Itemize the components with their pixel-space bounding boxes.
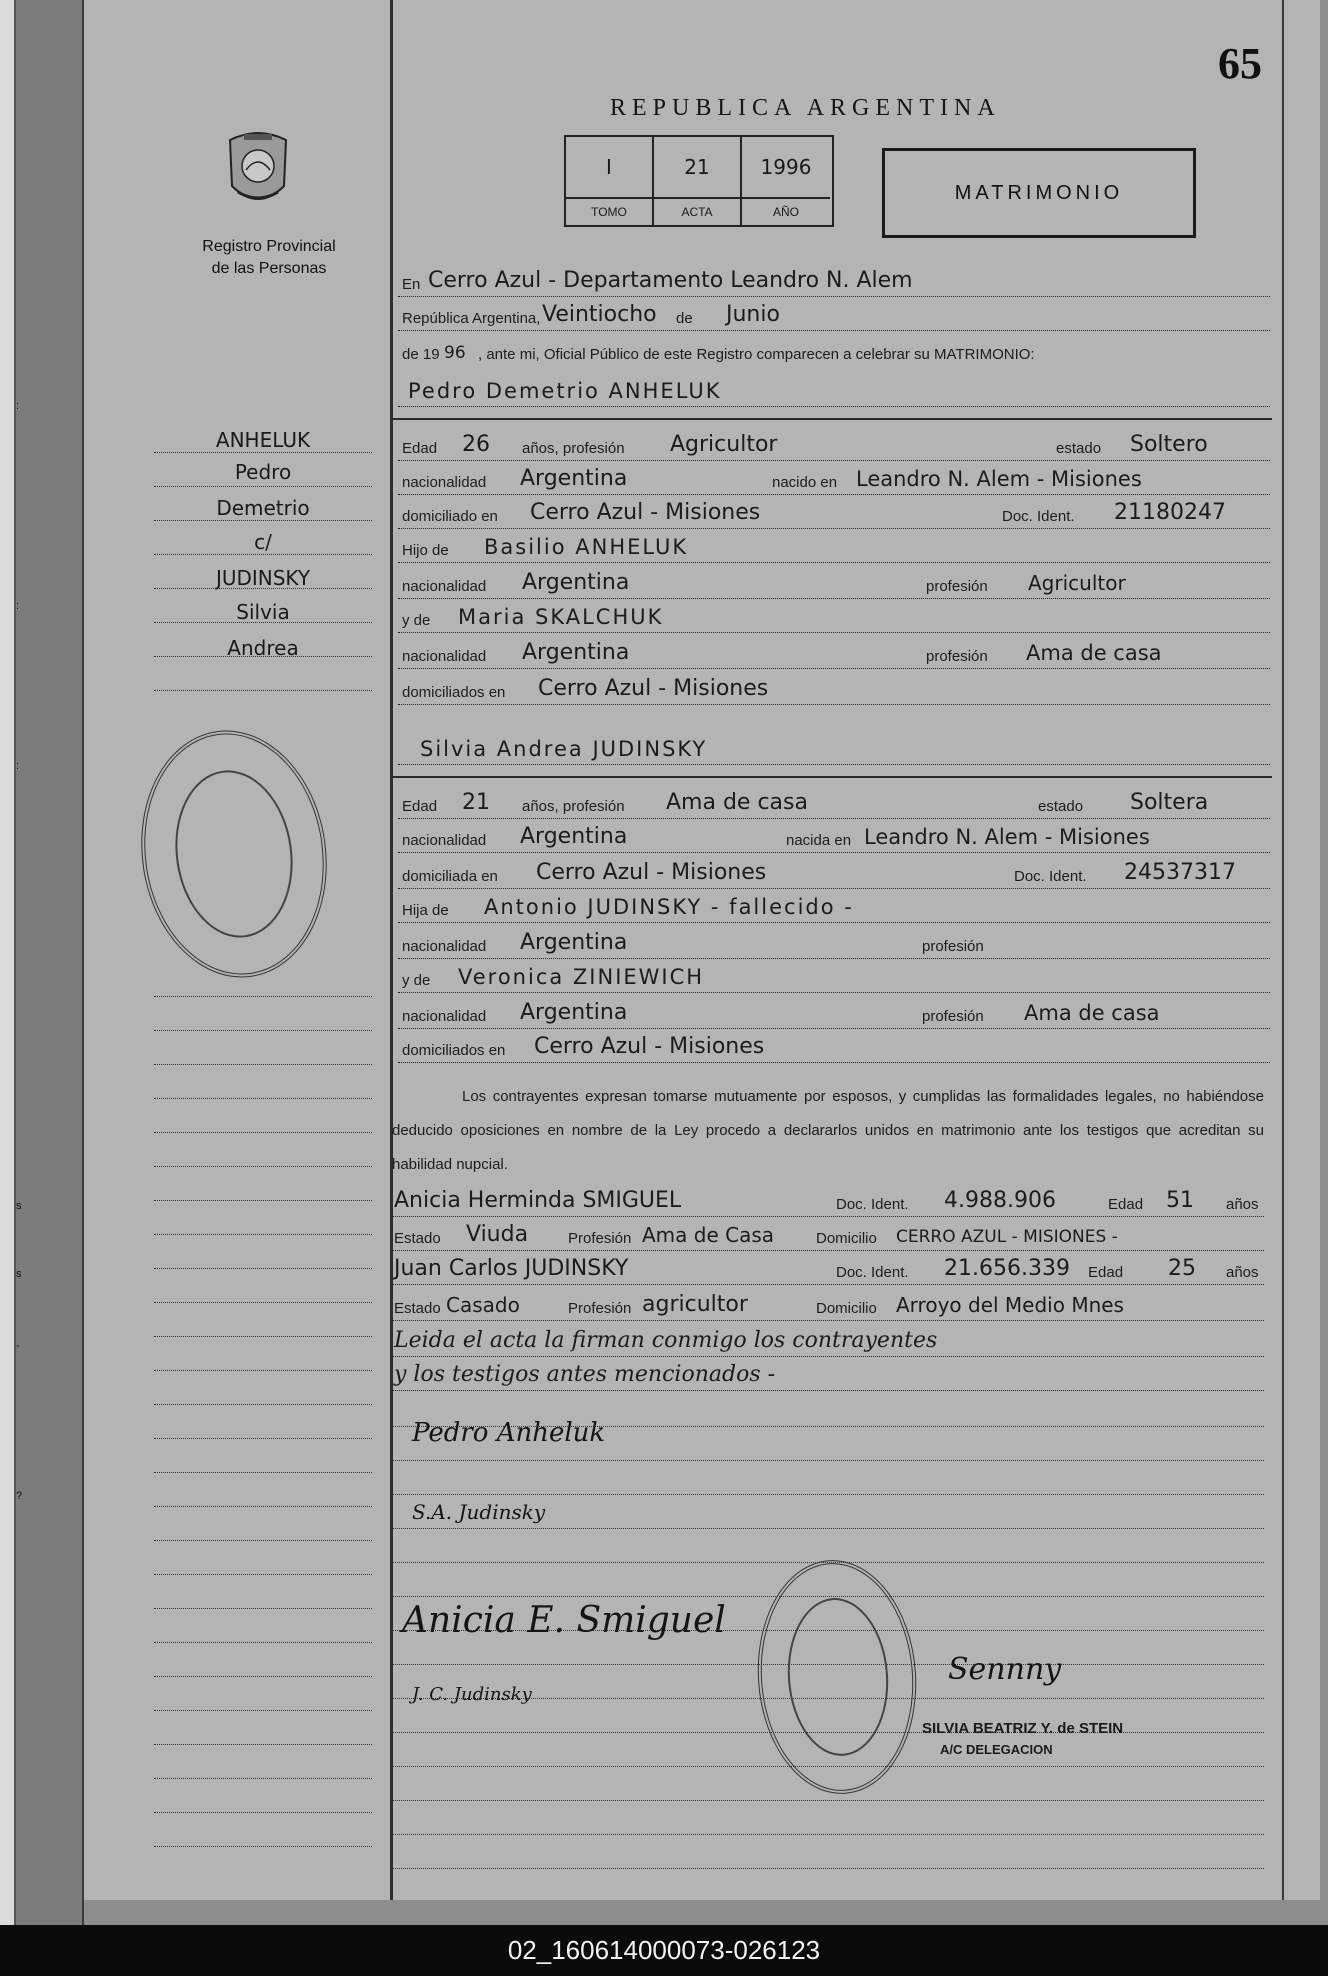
witness-2-age: 25: [1168, 1256, 1196, 1281]
margin-rule: [154, 1778, 372, 1779]
bride-doc: 24537317: [1124, 860, 1236, 885]
body-rule: [392, 1800, 1264, 1801]
groom-nationality-row: nacionalidad Argentina nacido en Leandro N. Alem - Misiones: [398, 464, 1270, 495]
groom-father-nationality-row: nacionalidad Argentina profesión Agricultor: [398, 568, 1270, 599]
margin-rule: [154, 1676, 372, 1677]
witness-2-status: Casado: [446, 1293, 520, 1317]
margin-rule: [154, 1846, 372, 1847]
body-rule: [392, 1460, 1264, 1461]
country-heading: REPUBLICA ARGENTINA: [610, 95, 1001, 121]
province-emblem-icon: [224, 130, 292, 210]
margin-rule: [154, 486, 372, 487]
margin-name: Demetrio: [216, 496, 310, 520]
witness-1-age: 51: [1166, 1188, 1194, 1213]
groom-name-row: [398, 376, 1270, 407]
margin-rule: [154, 1132, 372, 1133]
tomo-value: I: [566, 137, 654, 197]
margin-rule: [154, 1438, 372, 1439]
witness-1-doc: 4.988.906: [944, 1188, 1056, 1213]
groom-mother-nationality-row: nacionalidad Argentina profesión Ama de casa: [398, 638, 1270, 669]
bride-signature: S.A. Judinsky: [412, 1500, 546, 1524]
acta-label: ACTA: [654, 197, 742, 225]
bride-father-row: Hija de Antonio JUDINSKY - fallecido -: [398, 892, 1270, 923]
margin-name: c/: [254, 530, 272, 554]
bride-parents-address: Cerro Azul - Misiones: [534, 1034, 765, 1059]
marriage-place: Cerro Azul - Departamento Leandro N. Alem: [428, 268, 913, 293]
groom-age-row: Edad 26 años, profesión Agricultor estado Soltero: [398, 430, 1270, 461]
margin-rule: [154, 656, 372, 657]
declaration-text: Los contrayentes expresan tomarse mutuamente por esposos, y cumplidas las formalidades legales, no habiéndose deducido oposiciones en nombre de la Ley procedo a declararlos unidos en matrimonio ante los testigos que acreditan su habilidad nupcial.: [392, 1088, 1264, 1173]
margin-rule: [154, 1234, 372, 1235]
groom-father: Basilio ANHELUK: [484, 535, 689, 559]
groom-status: Soltero: [1130, 432, 1208, 457]
register-leaf: [84, 0, 1320, 1900]
document-type-box: MATRIMONIO: [882, 148, 1196, 238]
separator-line: [392, 418, 1272, 420]
margin-rule: [154, 1710, 372, 1711]
marriage-year: 96: [444, 343, 466, 363]
groom-birthplace: Leandro N. Alem - Misiones: [856, 467, 1142, 491]
margin-rule: [154, 1608, 372, 1609]
margin-name: Andrea: [227, 636, 299, 660]
groom-profession: Agricultor: [670, 432, 778, 457]
margin-rule: [154, 1302, 372, 1303]
bride-address-row: domiciliada en Cerro Azul - Misiones Doc. Ident. 24537317: [398, 858, 1270, 889]
margin-name: JUDINSKY: [215, 566, 311, 590]
witness-2-row: Juan Carlos JUDINSKY Doc. Ident. 21.656.339 Edad 25 años: [392, 1254, 1264, 1285]
margin-rule: [154, 1642, 372, 1643]
groom-father-nationality: Argentina: [522, 570, 630, 595]
acta-value: 21: [654, 137, 742, 197]
bride-mother-profession: Ama de casa: [1024, 1001, 1160, 1025]
body-rule: [392, 1528, 1264, 1529]
margin-rule: [154, 1574, 372, 1575]
page-number: 65: [1218, 39, 1262, 88]
groom-doc: 21180247: [1114, 500, 1226, 525]
margin-rule: [154, 554, 372, 555]
intro-place-row: En Cerro Azul - Departamento Leandro N. Alem: [398, 266, 1270, 297]
groom-father-row: Hijo de Basilio ANHELUK: [398, 532, 1270, 563]
margin-rule: [154, 690, 372, 691]
marriage-month: Junio: [726, 302, 780, 327]
official-role: A/C DELEGACION: [940, 1742, 1053, 1757]
margin-name: Silvia: [236, 600, 290, 624]
registry-name: Registro Provincial de las Personas: [202, 238, 336, 277]
previous-page-strip: : : : s s - ?: [16, 0, 84, 1925]
bride-nationality: Argentina: [520, 824, 628, 849]
intro-date-row: República Argentina, Veintiocho de Junio: [398, 300, 1270, 331]
bride-father-nationality-row: nacionalidad Argentina profesión: [398, 928, 1270, 959]
witness-1-address: CERRO AZUL - MISIONES -: [896, 1227, 1118, 1247]
bride-address: Cerro Azul - Misiones: [536, 860, 767, 885]
official-signature: Sennny: [948, 1652, 1062, 1687]
bride-profession: Ama de casa: [666, 790, 808, 815]
bride-mother: Veronica ZINIEWICH: [458, 965, 705, 989]
bride-parents-address-row: domiciliados en Cerro Azul - Misiones: [398, 1032, 1270, 1063]
witness-1-profession: Ama de Casa: [642, 1223, 775, 1247]
groom-address: Cerro Azul - Misiones: [530, 500, 761, 525]
witness-1-details-row: Estado Viuda Profesión Ama de Casa Domicilio CERRO AZUL - MISIONES -: [392, 1220, 1264, 1251]
margin-rule: [154, 1506, 372, 1507]
margin-rule: [154, 1098, 372, 1099]
margin-rule: [154, 588, 372, 589]
tomo-label: TOMO: [566, 197, 654, 225]
margin-rule: [154, 1336, 372, 1337]
bride-birthplace: Leandro N. Alem - Misiones: [864, 825, 1150, 849]
bride-nationality-row: nacionalidad Argentina nacida en Leandro N. Alem - Misiones: [398, 822, 1270, 853]
body-rule: [392, 1868, 1264, 1869]
margin-rule: [154, 520, 372, 521]
official-name: SILVIA BEATRIZ Y. de STEIN: [922, 1720, 1124, 1737]
bride-father-nationality: Argentina: [520, 930, 628, 955]
witness-2-profession: agricultor: [642, 1292, 748, 1317]
closing-line-2: y los testigos antes mencionados -: [392, 1360, 1264, 1391]
groom-mother-profession: Ama de casa: [1026, 641, 1162, 665]
groom-parents-address: Cerro Azul - Misiones: [538, 676, 769, 701]
margin-rule: [154, 1064, 372, 1065]
bride-full-name: Silvia Andrea JUDINSKY: [420, 737, 708, 761]
groom-parents-address-row: domiciliados en Cerro Azul - Misiones: [398, 674, 1270, 705]
margin-rule: [154, 1200, 372, 1201]
witness-2-signature: J. C. Judinsky: [412, 1684, 532, 1705]
body-rule: [392, 1494, 1264, 1495]
margin-rule: [154, 1166, 372, 1167]
margin-rule: [154, 1540, 372, 1541]
closing-line-1: Leida el acta la firman conmigo los contrayentes: [392, 1326, 1264, 1357]
separator-line: [392, 776, 1272, 778]
witness-1-status: Viuda: [466, 1222, 529, 1247]
groom-nationality: Argentina: [520, 466, 628, 491]
margin-rule: [154, 1812, 372, 1813]
groom-full-name: Pedro Demetrio ANHELUK: [408, 379, 722, 403]
margin-name: ANHELUK: [215, 428, 311, 452]
scan-id-footer: 02_160614000073-026123: [507, 1935, 821, 1965]
bride-mother-nationality: Argentina: [520, 1000, 628, 1025]
record-number-box: [564, 135, 834, 227]
groom-mother-nationality: Argentina: [522, 640, 630, 665]
groom-signature: Pedro Anheluk: [412, 1418, 606, 1448]
bride-age-row: Edad 21 años, profesión Ama de casa estado Soltera: [398, 788, 1270, 819]
groom-age: 26: [462, 432, 490, 457]
registry-seal-stamp-bottom: [750, 1555, 924, 1799]
margin-name: Pedro: [234, 460, 292, 484]
witness-1-row: Anicia Herminda SMIGUEL Doc. Ident. 4.988.906 Edad 51 años: [392, 1186, 1264, 1217]
groom-mother-row: y de Maria SKALCHUK: [398, 602, 1270, 633]
bride-name-row: [398, 734, 1270, 765]
margin-rule: [154, 1744, 372, 1745]
margin-rule: [154, 622, 372, 623]
witness-2-name: Juan Carlos JUDINSKY: [394, 1256, 629, 1281]
witness-2-doc: 21.656.339: [944, 1256, 1070, 1281]
margin-rule: [154, 1030, 372, 1031]
right-margin-rule: [1282, 0, 1284, 1900]
intro-year-row: de 19 96 , ante mi, Oficial Público de este Registro comparecen a celebrar su MATRIMONIO:: [402, 343, 1035, 363]
bride-mother-row: y de Veronica ZINIEWICH: [398, 962, 1270, 993]
margin-rule: [154, 1370, 372, 1371]
groom-mother: Maria SKALCHUK: [458, 605, 664, 629]
bride-father: Antonio JUDINSKY - fallecido -: [484, 895, 854, 919]
margin-rule: [154, 1404, 372, 1405]
bride-age: 21: [462, 790, 490, 815]
bride-status: Soltera: [1130, 790, 1209, 815]
margin-rule: [154, 1472, 372, 1473]
margin-rule: [154, 996, 372, 997]
margin-rule: [154, 452, 372, 453]
anio-label: AÑO: [742, 197, 830, 225]
groom-father-profession: Agricultor: [1028, 571, 1126, 595]
body-rule: [392, 1834, 1264, 1835]
witness-2-details-row: Estado Casado Profesión agricultor Domicilio Arroyo del Medio Mnes: [392, 1290, 1264, 1321]
previous-page-edge: [0, 0, 16, 1925]
anio-value: 1996: [760, 155, 812, 179]
witness-2-address: Arroyo del Medio Mnes: [896, 1293, 1124, 1317]
witness-1-name: Anicia Herminda SMIGUEL: [394, 1188, 682, 1213]
witness-1-signature: Anicia E. Smiguel: [402, 1600, 726, 1641]
groom-address-row: domiciliado en Cerro Azul - Misiones Doc. Ident. 21180247: [398, 498, 1270, 529]
bride-mother-nationality-row: nacionalidad Argentina profesión Ama de casa: [398, 998, 1270, 1029]
marriage-day: Veintiocho: [542, 302, 657, 327]
margin-rule: [154, 1268, 372, 1269]
